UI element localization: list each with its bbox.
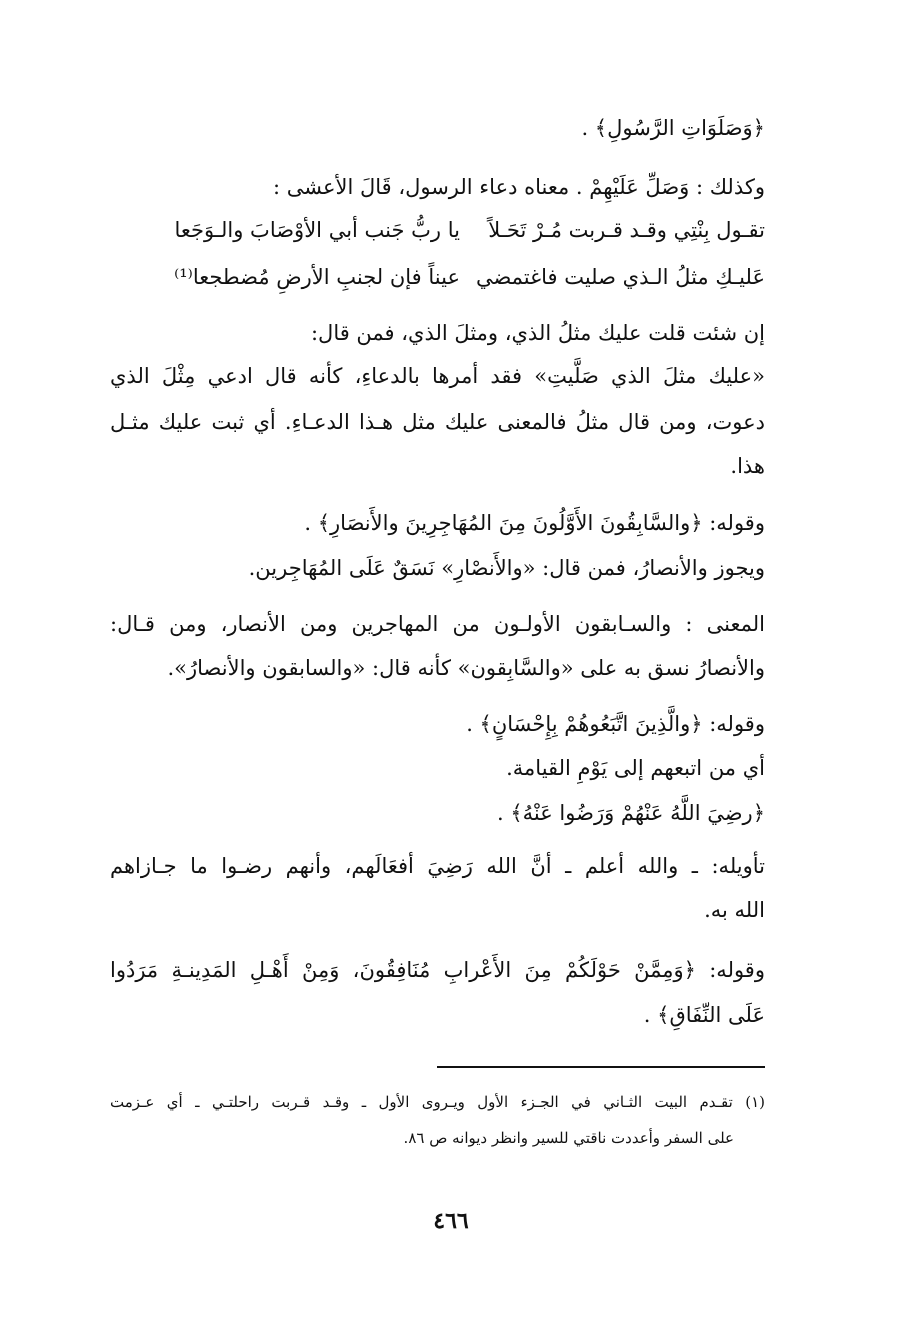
text-line-11: وقوله: ﴿والَّذِينَ اتَّبَعُوهُمْ بِإِحْسَانٍ﴾ .: [466, 712, 765, 736]
verse-line-1-right: تقـول بِنْتِي وقـد قـربت مُـرْ تَحَـلاً: [488, 218, 765, 242]
text-line-4: «عليك مثلَ الذي صَلَّيتِ» فقد أمرها بالدعاءِ، كأنه قال ادعي مِثْلَ الذي: [110, 364, 765, 388]
text-line-9: المعنى : والسـابقون الأولـون من المهاجرين ومن الأنصار، ومن قـال:: [110, 612, 765, 636]
text-line-16: وقوله: ﴿وَمِمَّنْ حَوْلَكُمْ مِنَ الأَعْرابِ مُنَافِقُونَ، وَمِنْ أَهْـلِ المَدِينـةِ مَرَدُوا: [110, 958, 765, 982]
verse-line-1-left: يا ربُّ جَنب أبي الأوْصَابَ والـوَجَعا: [174, 218, 460, 242]
verse-line-2-right: عَليـكِ مثلُ الـذي صليت فاغتمضي: [475, 265, 765, 289]
text-line-1: ﴿وَصَلَوَاتِ الرَّسُولِ﴾ .: [581, 116, 765, 140]
text-line-8: ويجوز والأنصارُ، فمن قال: «والأَنصْارِ» نَسَقٌ عَلَى المُهَاجِرين.: [248, 556, 765, 580]
text-line-14: تأويله: ـ والله أعلم ـ أنَّ الله رَضِيَ أفعَالَهم، وأنهم رضـوا ما جـازاهم: [110, 854, 765, 878]
text-line-10: والأنصارُ نسق به على «والسَّابِقون» كأنه قال: «والسابقون والأنصارُ».: [167, 656, 765, 680]
text-line-13: ﴿رضِيَ اللَّهُ عَنْهُمْ وَرَضُوا عَنْهُ﴾ .: [496, 801, 765, 825]
text-line-15: الله به.: [704, 898, 765, 922]
text-line-7: وقوله: ﴿والسَّابِقُونَ الأَوَّلُونَ مِنَ المُهَاجِرِينَ والأَنصَارِ﴾ .: [304, 511, 765, 535]
text-line-17: عَلَى النِّفَاقِ﴾ .: [643, 1003, 765, 1027]
text-line-3: إن شئت قلت عليك مثلُ الذي، ومثلَ الذي، فمن قال:: [310, 321, 765, 345]
text-line-5: دعوت، ومن قال مثلُ فالمعنى عليك مثل هـذا الدعـاءِ. أي ثبت عليك مثـل: [110, 410, 765, 434]
footnote-separator: [437, 1066, 765, 1068]
footnote-line-1: (١) تقـدم البيت الثـاني في الجـزء الأول ويـروى الأول ـ وقـد قـربت راحلتـي ـ أي عـزمت: [110, 1093, 765, 1111]
text-line-2: وكذلك : وَصَلِّ عَلَيْهِمْ . معناه دعاء الرسول، قَالَ الأعشى :: [272, 175, 765, 199]
text-line-12: أي من اتبعهم إلى يَوْمِ القيامة.: [506, 756, 765, 780]
page-number: ٤٦٦: [433, 1208, 469, 1234]
footnote-line-2: على السفر وأعددت ناقتي للسير وانظر ديوانه ص ٨٦.: [403, 1129, 734, 1147]
verse-line-2-left: عيناً فإن لجنبِ الأرضِ مُضطجعا⁽¹⁾: [174, 265, 460, 289]
text-line-6: هذا.: [730, 454, 765, 478]
